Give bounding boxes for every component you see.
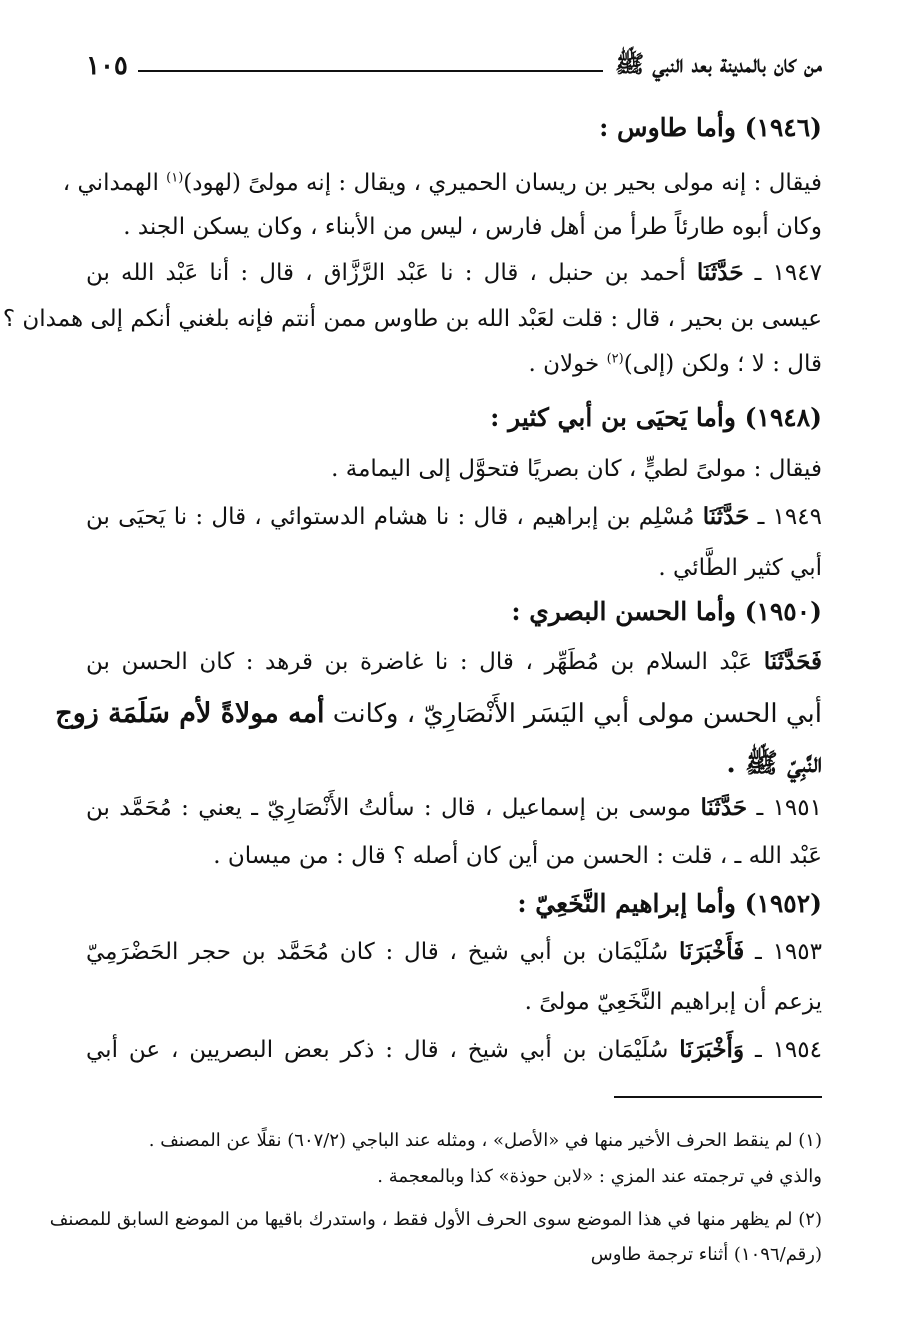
text-segment: النَّبِيّ ﷺ .	[726, 748, 822, 779]
footnote-marker: (٢)	[606, 351, 624, 367]
text-line	[62, 163, 822, 205]
text-segment: يزعم أن إبراهيم النَّخَعِيّ مولىً .	[524, 989, 822, 1015]
text-segment: ١٩٥١ ـ	[747, 795, 822, 821]
running-header	[86, 46, 822, 86]
text-line	[86, 449, 822, 491]
footnote-line: (٢) لم يظهر منها في هذا الموضع سوى الحرف الأول فقط ، واستدرك باقيها من الموضع السابق للمصنف	[49, 1209, 822, 1230]
section-heading	[86, 884, 822, 926]
text-segment: وَأَخْبَرَنَا	[679, 1036, 745, 1063]
text-segment: فيقال : مولىً لطيٍّ ، كان بصريًا فتحوَّل إلى اليمامة .	[331, 456, 822, 482]
text-segment: (١٩٥٢) وأما إبراهيم النَّخَعِيّ :	[517, 889, 822, 918]
text-segment: (١٩٤٦) وأما طاوس :	[599, 113, 822, 142]
section-heading	[86, 592, 822, 634]
section-heading	[86, 398, 822, 440]
text-segment: أبي الحسن مولى أبي اليَسَر الأَنْصَارِيّ ، وكانت	[324, 699, 822, 729]
footnote-line: والذي في ترجمته عند المزي : «لابن حوذة» كذا وبالمعجمة .	[377, 1166, 822, 1187]
header-rule	[138, 70, 603, 72]
text-segment: سُلَيْمَان بن أبي شيخ ، قال : ذكر بعض البصريين ، عن أبي	[86, 1037, 680, 1063]
text-segment: عيسى بن بحير ، قال : قلت لعَبْد الله بن طاوس ممن أنتم فإنه بلغني أنكم إلى همدان ؟	[2, 306, 822, 332]
text-segment: أمه مولاةً لأم سَلَمَة زوج	[55, 698, 325, 729]
text-segment: قال : لا ؛ ولكن (إلى)	[623, 351, 822, 377]
text-line	[86, 836, 822, 878]
text-line	[86, 744, 822, 786]
page-number: ١٠٥	[86, 51, 128, 81]
text-segment: وكان أبوه طارئاً طرأ من أهل فارس ، ليس من الأبناء ، وكان يسكن الجند .	[123, 214, 822, 240]
text-line	[86, 1030, 822, 1072]
text-segment: فيقال : إنه مولى بحير بن ريسان الحميري ، ويقال : إنه مولىً (لهود)	[183, 170, 822, 196]
text-segment: فَأَخْبَرَنَا	[678, 938, 745, 965]
text-line	[86, 642, 822, 684]
text-segment: أبي كثير الطَّائي .	[658, 555, 822, 581]
footnote-line: (١) لم ينقط الحرف الأخير منها في «الأصل» ، ومثله عند الباجي (٦٠٧/٢) نقلًا عن المصنف .	[148, 1130, 822, 1151]
text-line	[86, 932, 822, 974]
text-line	[86, 497, 822, 539]
text-line	[86, 788, 822, 830]
text-segment: مُسْلِم بن إبراهيم ، قال : نا هشام الدستوائي ، قال : نا يَحيَى بن	[86, 504, 703, 530]
text-line	[86, 548, 822, 590]
section-heading	[86, 108, 822, 150]
footnote-line: (رقم/١٠٩٦) أثناء ترجمة طاوس	[590, 1244, 822, 1265]
text-segment: عَبْد السلام بن مُطَهِّر ، قال : نا غاضرة بن قرهد : كان الحسن بن	[86, 649, 764, 675]
text-segment: سُلَيْمَان بن أبي شيخ ، قال : كان مُحَمَّد بن حجر الحَضْرَمِيّ	[86, 939, 679, 965]
text-segment: حَدَّثَنَا	[696, 259, 744, 286]
text-segment: ١٩٤٩ ـ	[749, 504, 822, 530]
text-segment: عَبْد الله ـ ، قلت : الحسن من أين كان أصله ؟ قال : من ميسان .	[213, 843, 822, 869]
text-segment: (١٩٤٨) وأما يَحيَى بن أبي كثير :	[490, 403, 822, 432]
text-segment: فَحَدَّثَنَا	[763, 648, 822, 675]
text-segment: خولان .	[528, 351, 607, 377]
text-line	[86, 253, 822, 295]
text-segment: ١٩٤٧ ـ	[743, 260, 822, 286]
text-line	[86, 982, 822, 1024]
text-segment: حَدَّثَنَا	[702, 503, 750, 530]
running-title: من كان بالمدينة بعد النبي ﷺ	[615, 48, 822, 78]
text-segment: موسى بن إسماعيل ، قال : سألتُ الأَنْصَارِيّ ـ يعني : مُحَمَّد بن	[86, 795, 701, 821]
footnote-marker: (١)	[166, 170, 184, 186]
text-line	[2, 299, 822, 341]
text-segment: ١٩٥٣ ـ	[744, 939, 822, 965]
text-segment: حَدَّثَنَا	[700, 794, 748, 821]
text-line	[55, 694, 822, 736]
text-segment: (١٩٥٠) وأما الحسن البصري :	[511, 597, 822, 626]
text-line	[86, 344, 822, 386]
footnote-separator	[614, 1096, 822, 1098]
text-line	[86, 207, 822, 249]
text-segment: أحمد بن حنبل ، قال : نا عَبْد الرَّزَّاق ، قال : أنا عَبْد الله بن	[86, 260, 697, 286]
text-segment: الهمداني ،	[62, 170, 167, 196]
text-segment: ١٩٥٤ ـ	[744, 1037, 822, 1063]
